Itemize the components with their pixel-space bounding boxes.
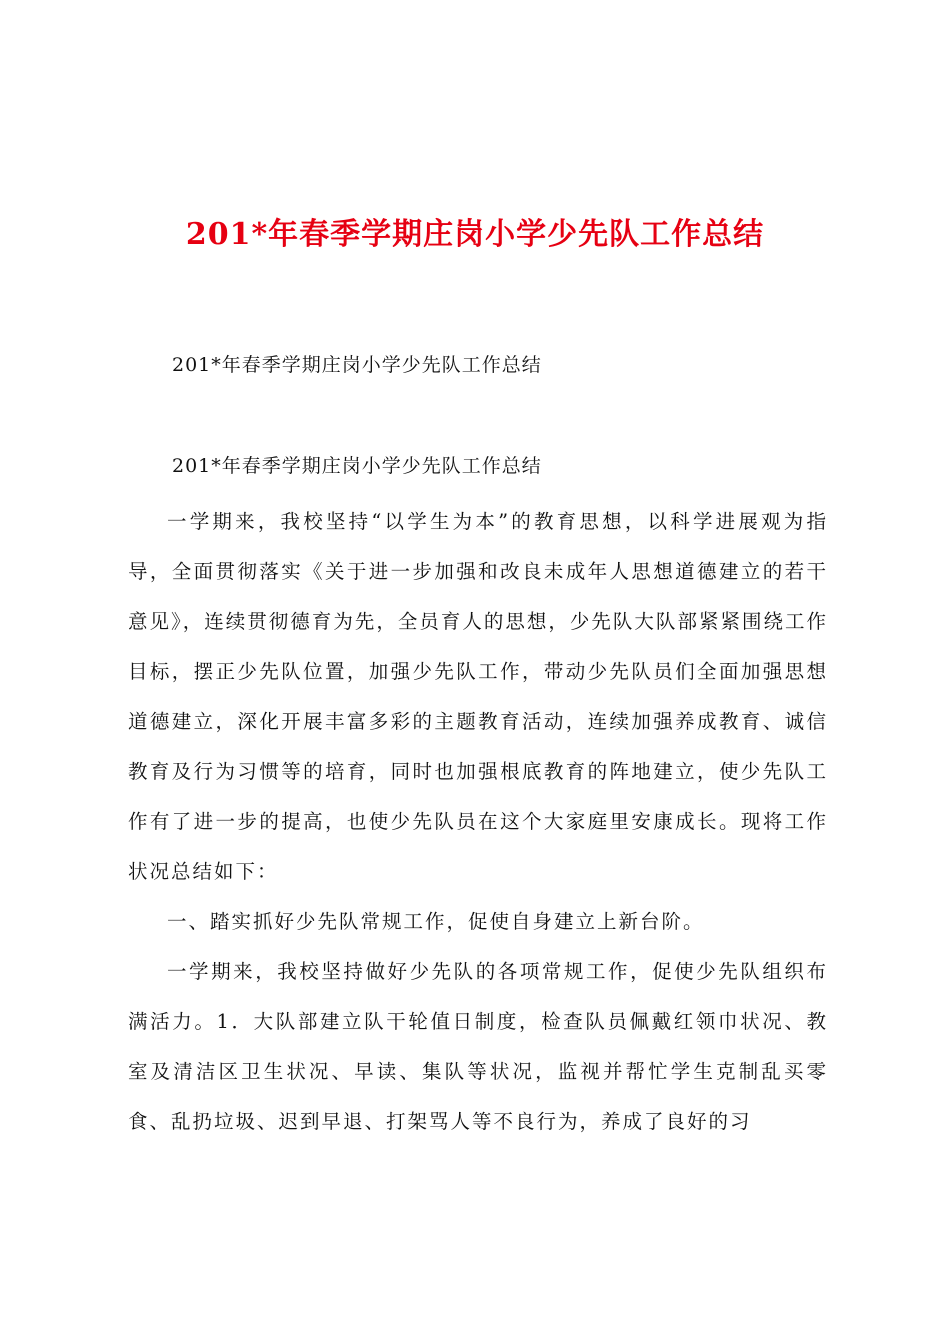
document-subtitle-1: 201*年春季学期庄岗小学少先队工作总结	[172, 354, 542, 376]
body-paragraph-2: 一、踏实抓好少先队常规工作，促使自身建立上新台阶。	[167, 910, 705, 933]
document-subtitle-2: 201*年春季学期庄岗小学少先队工作总结	[172, 455, 542, 477]
body-paragraph-1: 一学期来，我校坚持“以学生为本”的教育思想，以科学进展观为指导，全面贯彻落实《关于进一步加强和改良未成年人思想道德建立的若干意见》，连续贯彻德育为先，全员育人的思想，少先队大队部紧紧围绕工作目标，摆正少先队位置，加强少先队工作，带动少先队员们全面加强思想道德建立，深化开展丰富多彩的主题教育活动，连续加强养成教育、诚信教育及行为习惯等的培育，同时也加强根底教育的阵地建立，使少先队工作有了进一步的提高，也使少先队员在这个大家庭里安康成长。现将工作状况总结如下：	[128, 510, 828, 883]
document-body	[128, 497, 828, 1147]
document-title: 201*年春季学期庄岗小学少先队工作总结	[185, 217, 765, 252]
body-paragraph-3: 一学期来，我校坚持做好少先队的各项常规工作，促使少先队组织布满活力。1．大队部建立队干轮值日制度，检查队员佩戴红领巾状况、教室及清洁区卫生状况、早读、集队等状况，监视并帮忙学生克制乱买零食、乱扔垃圾、迟到早退、打架骂人等不良行为，养成了良好的习	[128, 960, 828, 1133]
